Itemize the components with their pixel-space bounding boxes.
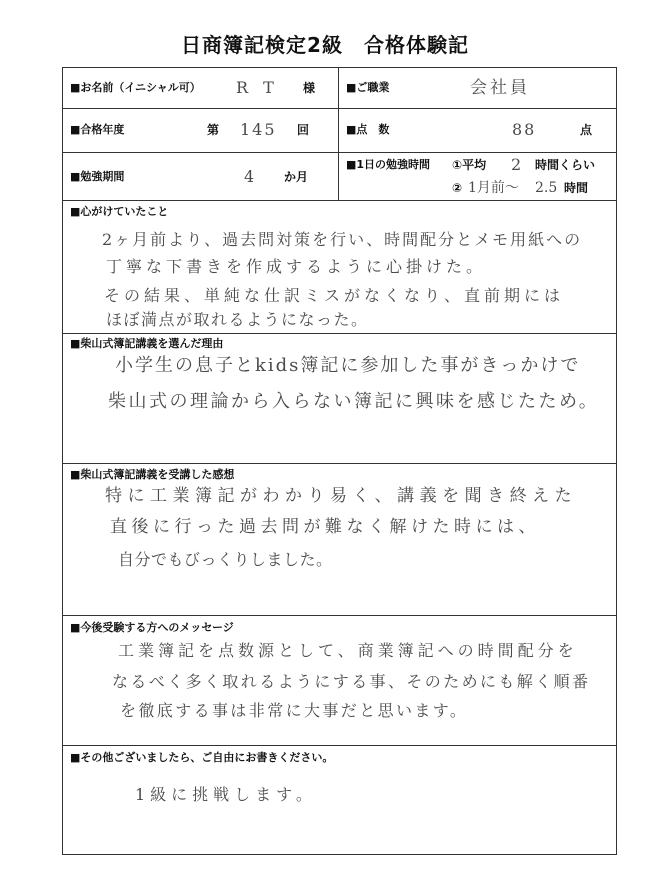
final-month-value: 2.5 [535,180,558,196]
occupation-value: 会社員 [470,78,530,98]
exam-round-suffix: 回 [297,123,310,137]
row-divider [62,108,617,109]
name-suffix: 様 [303,81,316,95]
section-line: なるべく多く取れるようにする事、そのためにも解く順番 [112,672,591,691]
name-value: R T [236,78,279,97]
section-label-efforts: ■心がけていたこと [70,205,169,218]
page-title: 日商簿記検定2級 合格体験記 [181,33,469,57]
exam-round-prefix: 第 [207,123,220,137]
section-line: 特に工業簿記がわかり易く、講義を聞き終えた [105,486,578,506]
study-period-label: ■勉強期間 [70,170,125,183]
final-month-period: 1月前〜 [468,180,519,196]
daily-average-value: 2 [511,155,522,174]
section-label-impressions: ■柴山式簿記講義を受講した感想 [70,468,235,481]
column-divider [338,67,339,200]
final-month-marker: ② [452,181,463,195]
study-period-suffix: か月 [284,170,309,184]
daily-average-unit: 時間くらい [535,158,596,172]
row-divider [62,463,617,464]
row-divider [62,200,617,201]
exam-round-label: ■合格年度 [70,123,125,136]
exam-round-value: 145 [240,120,277,139]
score-suffix: 点 [580,123,593,137]
section-line: その結果、単純な仕訳ミスがなくなり、直前期には [104,286,565,305]
form-frame [62,67,617,855]
row-divider [62,615,617,616]
daily-study-label: ■1日の勉強時間 [346,158,431,171]
section-line: を徹底する事は非常に大事だと思います。 [120,701,469,720]
name-label: ■お名前（イニシャル可） [70,81,201,94]
final-month-unit: 時間 [564,181,589,195]
section-line: 工業簿記を点数源として、商業簿記への時間配分を [118,641,578,660]
section-line: 柴山式の理論から入らない簿記に興味を感じたため。 [108,391,600,412]
score-label: ■点 数 [346,123,390,136]
section-line: 直後に行った過去問が難なく解けた時には、 [110,517,540,537]
study-period-value: 4 [244,167,255,186]
score-value: 88 [512,120,537,139]
section-line: 1級に挑戦します。 [135,785,317,804]
section-label-reason: ■柴山式簿記講義を選んだ理由 [70,337,224,350]
row-divider [62,333,617,334]
section-line: ほぼ満点が取れるようになった。 [106,310,369,329]
section-line: 小学生の息子とkids簿記に参加した事がきっかけで [115,355,581,376]
section-label-message: ■今後受験する方へのメッセージ [70,621,234,634]
section-line: 自分でもびっくりしました。 [118,550,333,569]
row-divider [62,152,617,153]
occupation-label: ■ご職業 [346,81,390,94]
row-divider [62,745,617,746]
section-line: 丁寧な下書きを作成するように心掛けた。 [106,257,487,276]
section-line: 2ヶ月前より、過去問対策を行い、時間配分とメモ用紙への [102,230,583,249]
section-label-other: ■その他ございましたら、ご自由にお書きください。 [70,751,334,764]
daily-average-marker: ①平均 [452,158,487,172]
